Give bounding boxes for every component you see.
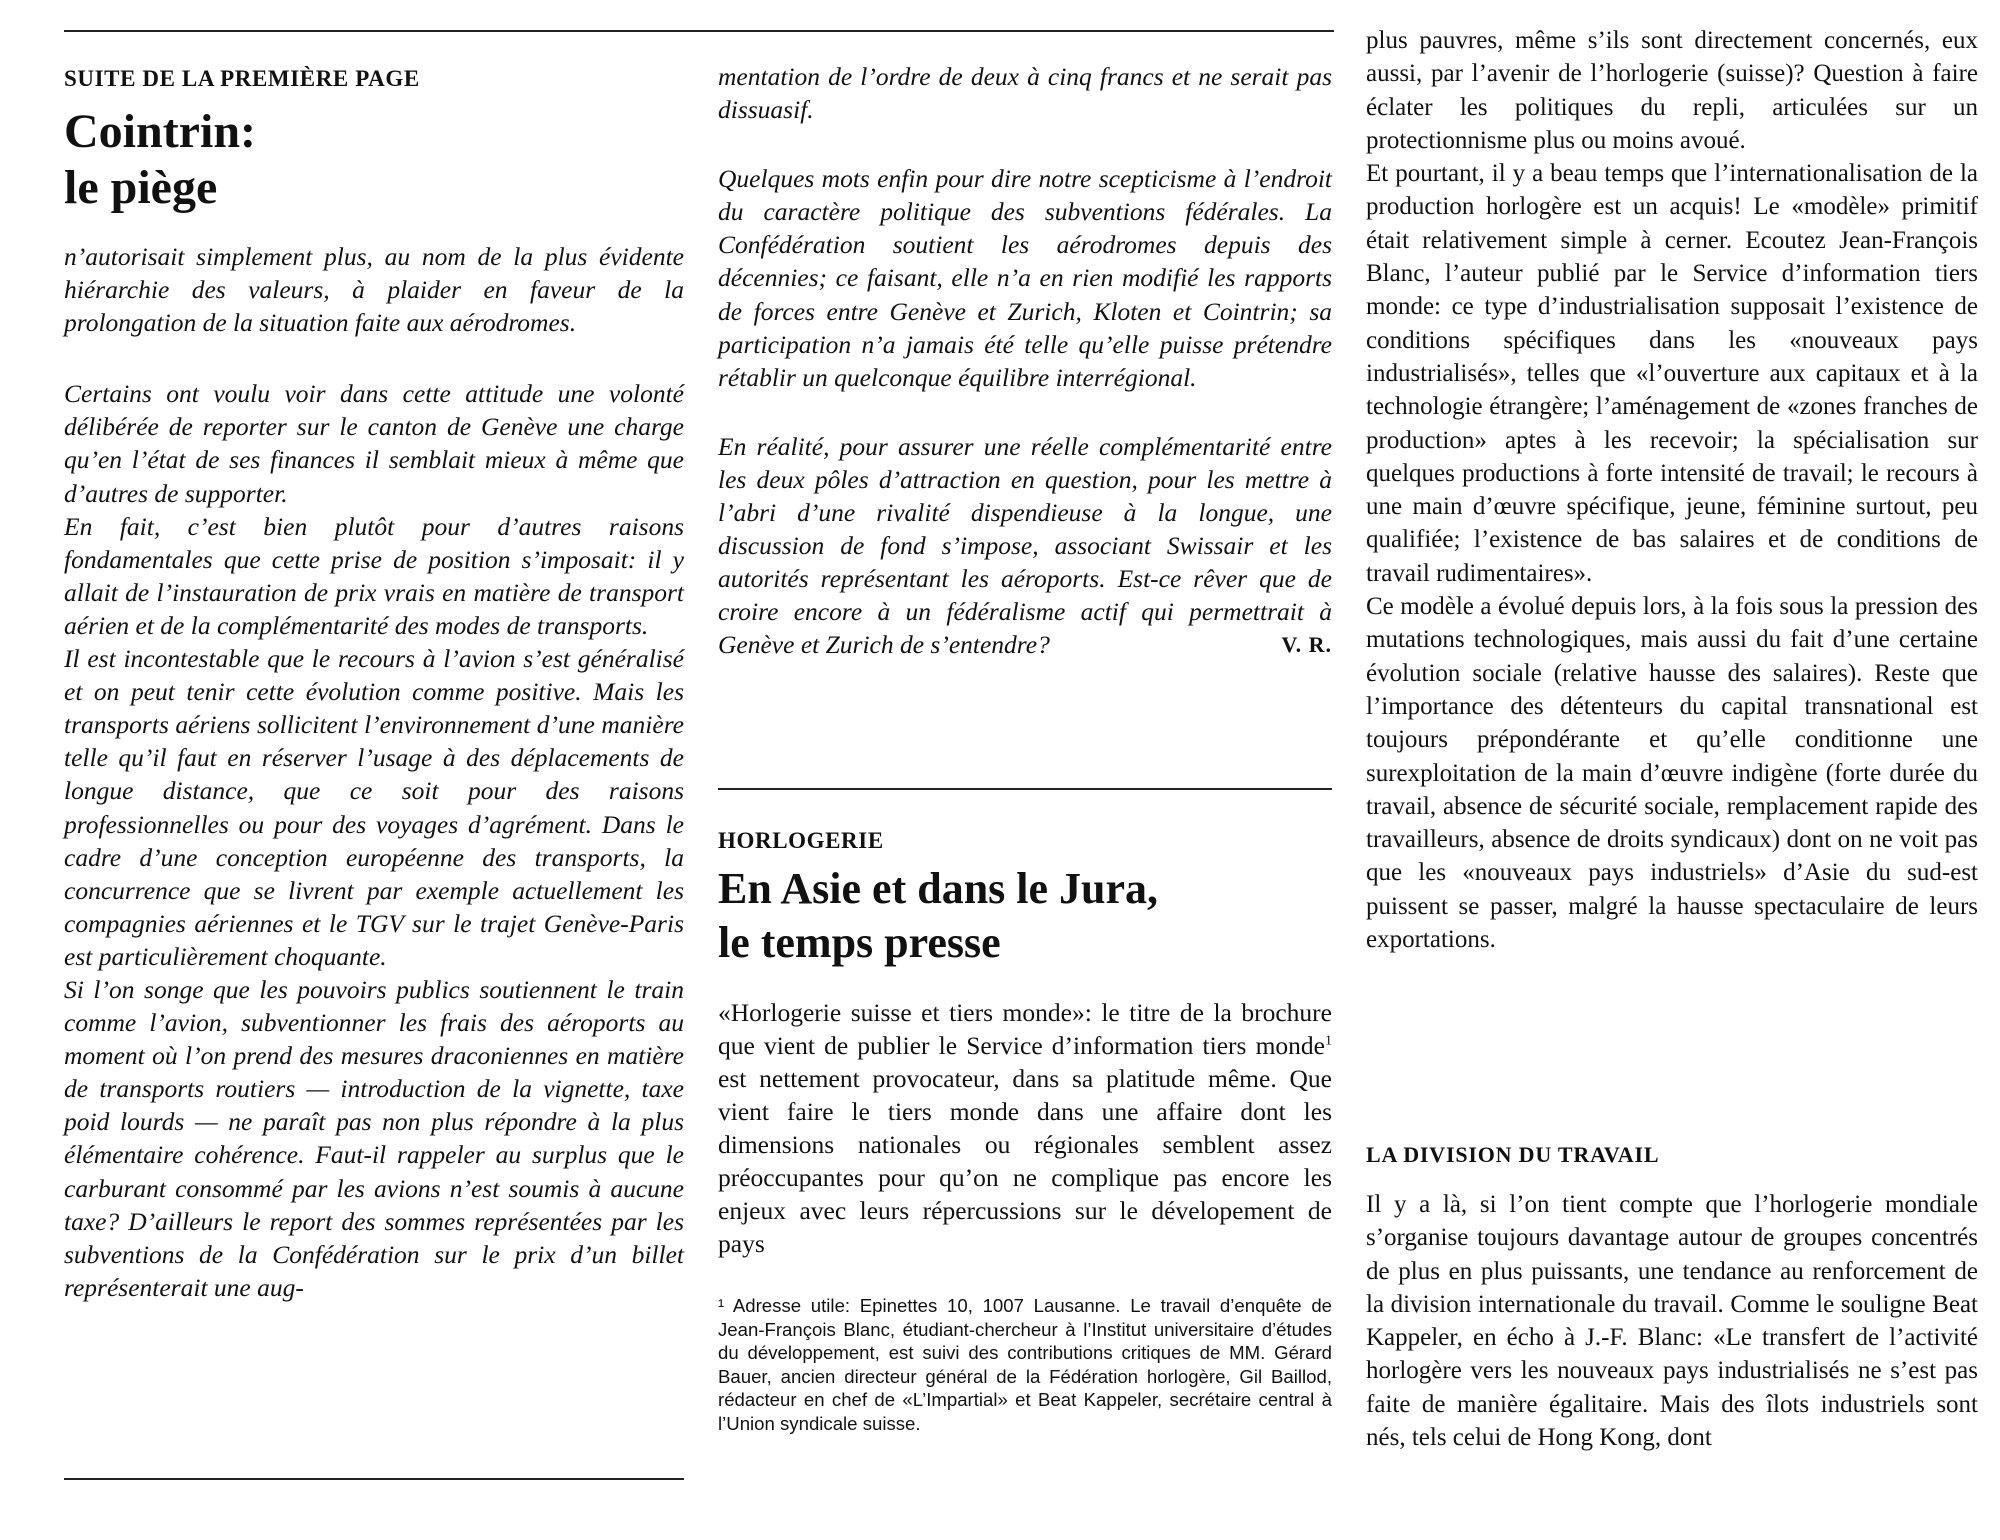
section-subhead: LA DIVISION DU TRAVAIL xyxy=(1366,1142,1660,1167)
paragraph: En fait, c’est bien plutôt pour d’autres raisons fondamentales que cette prise de position s’imposait: il y allait de l’instauration de prix vrais en matière de transport aérien et de la complémentarité des modes de transports. xyxy=(64,511,684,640)
paragraph-text: «Horlogerie suisse et tiers monde»: le titre de la brochure que vient de publier le Service d’information tiers monde xyxy=(718,998,1332,1060)
paragraph: n’autorisait simplement plus, au nom de la plus évidente hiérarchie des valeurs, à plaider en faveur de la prolongation de la situation faite aux aérodromes. xyxy=(64,242,684,338)
article-column-2 xyxy=(718,60,1332,662)
paragraph: Si l’on songe que les pouvoirs publics soutiennent le train comme l’avion, subventionner les frais des aéroports au moment où l’on prend des mesures draconiennes en matière de transports routiers — introduction de la vignette, taxe poid lourds — ne paraît pas non plus répondre à la plus élémentaire cohérence. Faut-il rappeler au surplus que le carburant consommé par les avions n’est soumis à aucune taxe? D’ailleurs le report des sommes représentées par les subventions de la Confédération sur le prix d’un billet représenterait une aug- xyxy=(64,974,684,1302)
paragraph: Il est incontestable que le recours à l’avion s’est généralisé et on peut tenir cette évolution comme positive. Mais les transports aériens sollicitent l’environnement d’une manière telle qu’il faut en réserver l’usage à des déplacements de longue distance, que ce soit pour des raisons professionnelles ou pour des voyages d’agrément. Dans le cadre d’une conception européenne des transports, la concurrence que se livrent par exemple actuellement les compagnies aériennes et le TGV sur le trajet Genève-Paris est particulièrement choquante. xyxy=(64,644,684,971)
paragraph-text: En réalité, pour assurer une réelle complémentarité entre les deux pôles d’attraction en question, pour les mettre à l’abri d’une rivalité dispendieuse à la longue, une discussion de fond s’impose, associant Swissair et les autorités représentant les aéroports. Est-ce rêver que de croire encore à un fédéralisme actif qui permettrait à Genève et Zurich de s’entendre? xyxy=(718,431,1332,660)
article-kicker: SUITE DE LA PREMIÈRE PAGE xyxy=(64,66,420,91)
article-headline xyxy=(64,104,256,216)
headline-line-1: Cointrin: xyxy=(64,105,256,158)
paragraph: Ce modèle a évolué depuis lors, à la fois sous la pression des mutations technologiques, mais aussi du fait d’une certaine évolution sociale (relative hausse des salaires). Reste que l’importance des détenteurs du capital transnational est toujours prépondérante et qu’elle conditionne une surexploitation de la main d’œuvre indigène (forte durée du travail, absence de sécurité sociale, remplacement rapide des travailleurs, absence de droits syndicaux) dont on ne voit pas que les «nouveaux pays industriels» d’Asie du sud-est puissent se passer, malgré la hausse spectaculaire de leurs exportations. xyxy=(1366,593,1978,954)
paragraph: mentation de l’ordre de deux à cinq francs et ne serait pas dissuasif. xyxy=(718,62,1332,125)
footnote-text: ¹ Adresse utile: Epinettes 10, 1007 Lausanne. Le travail d’enquête de Jean-François Blanc, étudiant-chercheur à l’Institut universitaire d’études du développement, est suivi des contributions critiques de MM. Gérard Bauer, ancien directeur général de la Fédération horlogère, Gil Baillod, rédacteur en chef de «L’Impartial» et Beat Kappeler, secrétaire central à l’Union syndicale suisse. xyxy=(718,1295,1332,1434)
section-kicker: HORLOGERIE xyxy=(718,828,884,853)
section-headline-line-1: En Asie et dans le Jura, xyxy=(718,864,1159,913)
headline-line-2: le piège xyxy=(64,161,218,214)
paragraph: Certains ont voulu voir dans cette attitude une volonté délibérée de reporter sur le canton de Genève une charge qu’en l’état de ses finances il semblait mieux à même que d’autres de supporter. xyxy=(64,379,684,508)
section-headline-line-2: le temps presse xyxy=(718,918,1001,967)
section-body xyxy=(718,996,1332,1260)
article-column-1 xyxy=(64,240,684,1304)
paragraph: Quelques mots enfin pour dire notre scepticisme à l’endroit du caractère politique des subventions fédérales. La Confédération soutient les aérodromes depuis des décennies; ce faisant, elle n’a en rien modifié les rapports de forces entre Genève et Zurich, Kloten et Cointrin; sa participation n’a jamais été telle qu’elle puisse prétendre rétablir un quelconque équilibre interrégional. xyxy=(718,164,1332,392)
bottom-rule-col1 xyxy=(64,1478,684,1480)
footnote xyxy=(718,1294,1332,1436)
section-headline xyxy=(718,862,1158,970)
paragraph xyxy=(718,996,1332,1260)
paragraph-text: est nettement provocateur, dans sa platitude même. Que vient faire le tiers monde dans une affaire dont les dimensions nationales ou régionales semblent assez préoccupantes pour qu’on ne complique pas encore les enjeux avec leurs répercussions sur le dévelopement de pays xyxy=(718,1064,1332,1258)
article-column-3-continued xyxy=(1366,1188,1978,1454)
section-rule-col2 xyxy=(718,788,1332,790)
paragraph: Et pourtant, il y a beau temps que l’internationalisation de la production horlogère est un acquis! Le «modèle» primitif était relativement simple à cerner. Ecoutez Jean-François Blanc, l’auteur publié par le Service d’information tiers monde: ce type d’industrialisation supposait l’existence de conditions spécifiques dans les «nouveaux pays industrialisés», telles que «l’ouverture aux capitaux et à la technologie étrangère; l’aménagement de «zones franches de production» aptes à les recevoir; la spécialisation sur quelques productions à forte intensité de travail; le recours à une main d’œuvre spécifique, jeune, féminine surtout, peu qualifiée; l’existence de bas salaires et de conditions de travail rudimentaires». xyxy=(1366,160,1978,587)
paragraph: Il y a là, si l’on tient compte que l’horlogerie mondiale s’organise toujours davantage autour de groupes concentrés de plus en plus puissants, une tendance au renforcement de la division internationale du travail. Comme le souligne Beat Kappeler, en écho à J.-F. Blanc: «Le transfert de l’activité horlogère vers les nouveaux pays industrialisés ne s’est pas faite de manière égalitaire. Mais des îlots industriels sont nés, tels celui de Hong Kong, dont xyxy=(1366,1191,1978,1452)
paragraph: plus pauvres, même s’ils sont directement concernés, eux aussi, par l’avenir de l’horlogerie (suisse)? Question à faire éclater les politiques du repli, articulées sur un protectionnisme plus ou moins avoué. xyxy=(1366,27,1978,154)
paragraph xyxy=(718,430,1332,662)
footnote-mark: 1 xyxy=(1325,1033,1332,1049)
article-column-3 xyxy=(1366,24,1978,956)
top-rule-left xyxy=(64,30,1334,32)
author-signature: V. R. xyxy=(1281,632,1332,658)
